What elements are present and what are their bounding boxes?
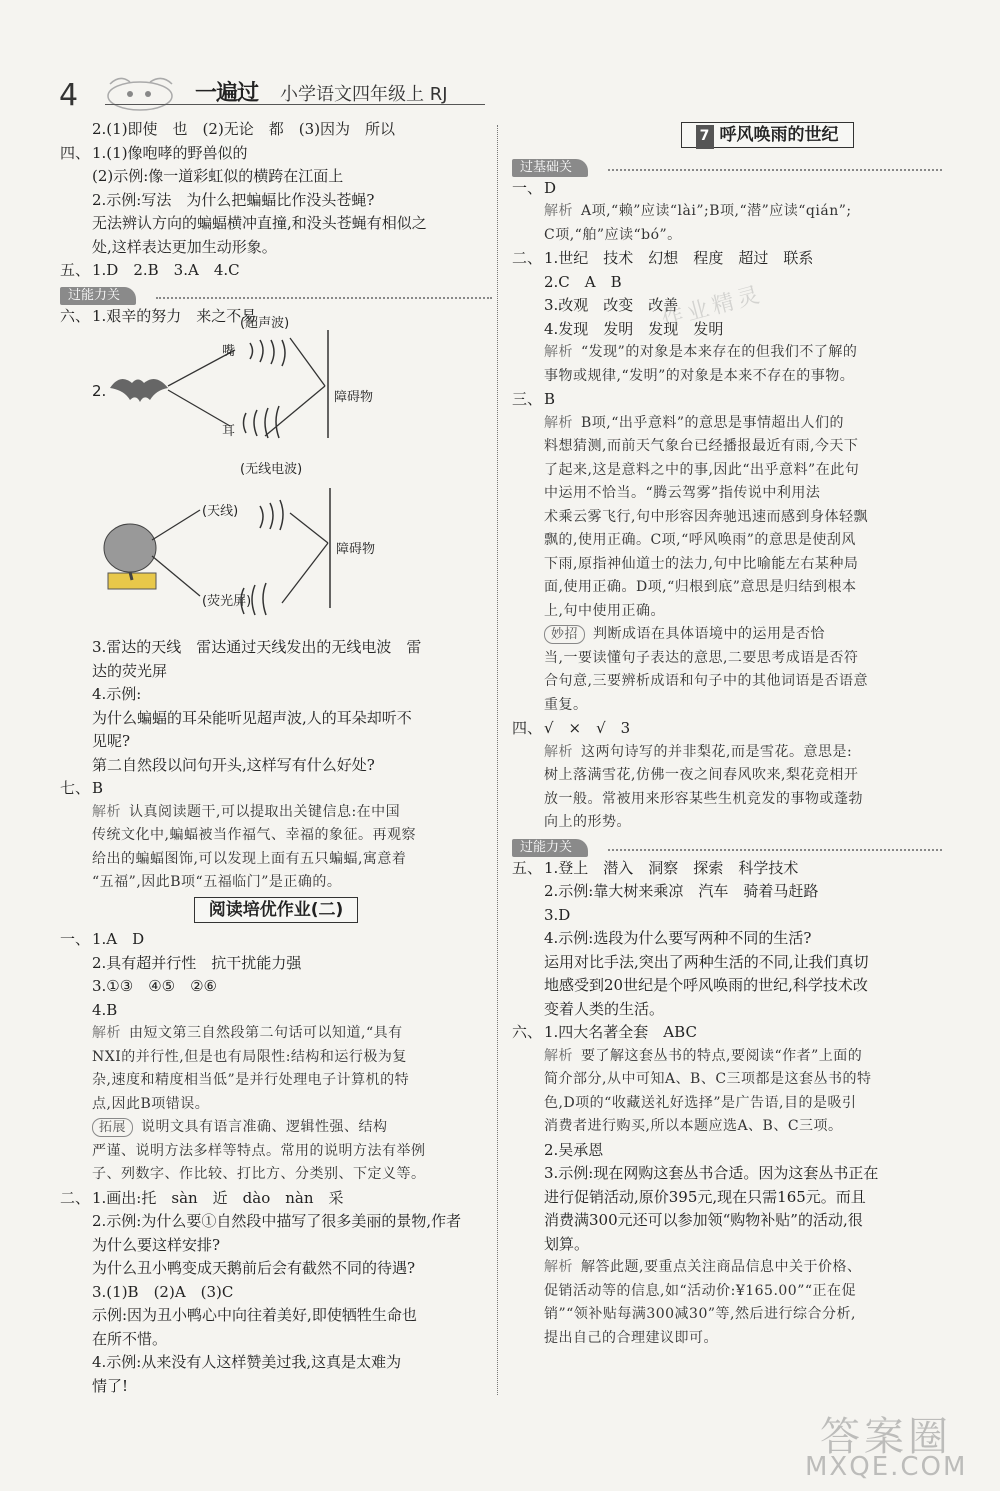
answer-text: 2.C A B	[544, 272, 622, 291]
radio-wave-label: (无线电波)	[240, 462, 303, 477]
analysis-text: 杂,速度和精度相当低”是并行处理电子计算机的特	[92, 1072, 410, 1088]
analysis-block: 解析 由短文第三自然段第二句话可以知道,“具有 NXI的并行性,但是也有局限性:结构和运行极为复 杂,速度和精度相当低”是并行处理电子计算机的特 点,因此B项错误。	[92, 1025, 410, 1112]
answer-line	[60, 777, 492, 801]
answer-text: 2.吴承恩	[544, 1140, 604, 1159]
analysis-block: 解析 B项,“出乎意料”的意思是事情超出人们的 料想猜测,而前天气象台已经播报最近有雨,今天下 了起来,这是意料之中的事,因此“出乎意料”在此句 中运用不恰当。“腾云驾雾”指传说中利用法 术乘云雾飞行,句中形容因奔驰迅速而感到身体轻飘 飘的,使用正确。C项,“呼风唤雨”的意思是使刮风 下雨,原指神仙道士的法力,句中比喻能左右某种局 面,使用正确。D项,“归根到底”意思是归结到根本 上,句中使用正确。	[544, 414, 868, 619]
analysis-text: 飘的,使用正确。C项,“呼风唤雨”的意思是使刮风	[544, 532, 856, 548]
analysis-text: “五福”,因此B项“五福临门”是正确的。	[92, 874, 342, 890]
lesson-number: 7	[696, 125, 714, 149]
section-number: 三、	[512, 390, 543, 408]
answer-text: 3.①③ ④⑤ ②⑥	[92, 977, 217, 995]
analysis-text: 促销活动等的信息,如“活动价:¥165.00”“正在促	[544, 1282, 857, 1299]
antenna-label: (天线)	[202, 504, 239, 519]
answer-line	[512, 1162, 942, 1186]
analysis-block: 解析 解答此题,要重点关注商品信息中关于价格、 促销活动等的信息,如“活动价:¥165.00”“正在促 销”“领补贴每满300减30”等,然后进行综合分析, 提出自己的合理建议即可。	[544, 1259, 862, 1346]
answer-line	[512, 177, 942, 201]
item-number: 2.	[92, 382, 107, 400]
answer-line	[512, 857, 942, 881]
answer-text: 情了!	[92, 1376, 129, 1395]
answer-line	[60, 1187, 492, 1211]
page-number: 4	[59, 78, 79, 113]
answer-text: B	[92, 779, 104, 797]
answer-text: 示例:因为丑小鸭心中向往着美好,即使牺牲生命也	[92, 1306, 417, 1324]
analysis-text: 这两句诗写的并非梨花,而是雪花。意思是:	[581, 743, 853, 760]
answer-line	[512, 951, 942, 975]
left-column	[60, 118, 492, 1398]
watermark-url: MXQE.COM	[805, 1452, 968, 1482]
mouth-label: 嘴	[222, 344, 236, 359]
answer-line	[60, 1234, 492, 1258]
answer-text: 处,这样表达更加生动形象。	[92, 237, 277, 256]
tip-badge: 拓展	[92, 1118, 133, 1137]
section-number: 二、	[60, 1188, 91, 1207]
obstacle-label-2: 障碍物	[336, 542, 376, 557]
lesson-title: 7 呼风唤雨的世纪	[592, 124, 942, 149]
analysis-text: 消费者进行购买,所以本题应选A、B、C三项。	[544, 1118, 843, 1134]
answer-line	[512, 318, 942, 342]
answer-text: 4.发现 发明 发现 发明	[544, 319, 724, 338]
answer-line	[60, 165, 492, 189]
analysis-text: B项,“出乎意料”的意思是事情超出人们的	[581, 414, 845, 431]
analysis-text: 向上的形势。	[544, 814, 631, 830]
answer-line	[512, 247, 942, 271]
header-rule	[105, 104, 485, 105]
radar-dish-icon	[104, 524, 156, 589]
section-title: 阅读培优作业(二)	[60, 899, 492, 923]
watermark-bottom: 答案圈	[820, 1414, 952, 1460]
answer-text: 2.具有超并行性 抗干扰能力强	[92, 953, 302, 972]
answer-line	[60, 212, 492, 236]
analysis-text: 给出的蝙蝠图饰,可以发现上面有五只蝙蝠,寓意着	[92, 850, 407, 867]
bat-icon	[110, 379, 168, 402]
tip-block	[60, 1116, 492, 1187]
answer-line	[60, 1257, 492, 1281]
answer-line	[60, 928, 492, 952]
answer-text: 1.艰辛的努力 来之不易	[92, 306, 257, 325]
answer-text: 2.(1)即使 也 (2)无论 都 (3)因为 所以	[92, 120, 396, 138]
analysis-block: 解析 这两句诗写的并非梨花,而是雪花。意思是: 树上落满雪花,仿佛一夜之间春风吹来,梨花竞相开 放一般。常被用来形容某些生机竞发的事物或蓬勃 向上的形势。	[544, 743, 863, 830]
section-number: 一、	[512, 178, 543, 197]
analysis-text: 子、列数字、作比较、打比方、分类别、下定义等。	[92, 1166, 426, 1182]
bat-radar-diagram	[60, 316, 492, 698]
answer-text: 3.改观 改变 改善	[544, 296, 679, 314]
answer-text: 2.示例:靠大树来乘凉 汽车 骑着马赶路	[544, 882, 819, 900]
book-title: 小学语文四年级上 RJ	[280, 84, 448, 105]
analysis-text: 放一般。常被用来形容某些生机竞发的事物或蓬勃	[544, 790, 863, 807]
section-number: 四、	[60, 143, 91, 162]
answer-line	[60, 1210, 492, 1234]
answer-text: 为什么蝙蝠的耳朵能听见超声波,人的耳朵却听不	[92, 708, 412, 727]
answer-line	[512, 1209, 942, 1233]
analysis-text: A项,“赖”应读“lài”;B项,“潜”应读“qián”;	[581, 203, 852, 219]
answer-line	[512, 927, 942, 951]
analysis-text: 下雨,原指神仙道士的法力,句中比喻能左右某种局	[544, 555, 859, 572]
obstacle-label-1: 障碍物	[334, 390, 374, 405]
answer-line	[60, 142, 492, 166]
analysis-text: 上,句中使用正确。	[544, 602, 665, 619]
answer-line	[512, 388, 942, 412]
section-number: 二、	[512, 249, 543, 267]
analysis-text: 由短文第三自然段第二句话可以知道,“具有	[129, 1025, 403, 1041]
answer-line	[60, 1328, 492, 1352]
answer-line	[60, 1375, 492, 1399]
watermark-stamp: 作业精灵	[659, 281, 766, 333]
answer-text: 无法辨认方向的蝙蝠横冲直撞,和没头苍蝇有相似之	[92, 214, 427, 232]
answer-line	[60, 975, 492, 999]
answer-line	[60, 754, 492, 778]
ear-label: 耳	[222, 424, 236, 439]
answer-text: 1.世纪 技术 幻想 程度 超过 联系	[544, 249, 814, 267]
answer-text: 4.示例:选段为什么要写两种不同的生活?	[544, 929, 812, 947]
diagram-svg	[60, 328, 492, 698]
answer-text: 地感受到20世纪是个呼风唤雨的世纪,科学技术改	[544, 976, 868, 994]
analysis-text: 重复。	[544, 696, 588, 713]
answer-text: 在所不惜。	[92, 1329, 168, 1348]
analysis-text: NXI的并行性,但是也有局限性:结构和运行极为复	[92, 1048, 407, 1065]
analysis-text: 认真阅读题干,可以提取出关键信息:在中国	[129, 803, 401, 820]
analysis-text: “发现”的对象是本来存在的但我们不了解的	[581, 344, 858, 360]
answer-text: 1.D 2.B 3.A 4.C	[92, 261, 240, 279]
answer-text: 1.画出:托 sàn 近 dào nàn 采	[92, 1188, 344, 1207]
answer-text: D	[544, 178, 557, 197]
analysis-text: 传统文化中,蝙蝠被当作福气、幸福的象征。再观察	[92, 827, 416, 843]
answer-line	[512, 974, 942, 998]
answer-line	[60, 1281, 492, 1305]
answer-line	[60, 707, 492, 731]
answer-line	[512, 880, 942, 904]
answer-text: 1.登上 潜入 洞察 探索 科学技术	[544, 858, 799, 877]
answer-text: 为什么丑小鸭变成天鹅前后会有截然不同的待遇?	[92, 1259, 416, 1277]
answer-text: √ × √ 3	[544, 719, 631, 737]
answer-line	[60, 1304, 492, 1328]
section-number: 六、	[60, 306, 91, 325]
answer-line	[60, 236, 492, 260]
answer-line	[60, 730, 492, 754]
analysis-text: 严谨、说明方法多样等特点。常用的说明方法有举例	[92, 1142, 426, 1159]
answer-line	[60, 189, 492, 213]
section-banner: 过能力关	[60, 283, 492, 305]
analysis-text: 说明文具有语言准确、逻辑性强、结构	[141, 1119, 388, 1135]
analysis-block: 解析 A项,“赖”应读“lài”;B项,“潜”应读“qián”; C项,“舶”应读“bó”。	[544, 203, 852, 243]
answer-line	[512, 1139, 942, 1163]
section-number: 七、	[60, 779, 91, 797]
analysis-text: 点,因此B项错误。	[92, 1095, 210, 1112]
answer-text: 4.示例:从来没有人这样赞美过我,这真是太难为	[92, 1353, 402, 1371]
analysis-text: 销”“领补贴每满300减30”等,然后进行综合分析,	[544, 1306, 856, 1322]
answer-text: 3.雷达的天线 雷达通过天线发出的无线电波 雷	[92, 638, 422, 656]
analysis-text: C项,“舶”应读“bó”。	[544, 226, 682, 243]
analysis-text: 当,一要读懂句子表达的意思,二要思考成语是否符	[544, 649, 859, 666]
section-banner: 过基础关	[512, 155, 942, 177]
page-header	[55, 62, 485, 122]
answer-text: B	[544, 390, 556, 408]
answer-text: 4.示例:	[92, 685, 142, 703]
analysis-text: 色,D项的“收藏送礼好选择”是广告语,目的是吸引	[544, 1094, 857, 1111]
answer-text: 达的荧光屏	[92, 661, 168, 680]
answer-line	[512, 717, 942, 741]
answer-text: 运用对比手法,突出了两种生活的不同,让我们真切	[544, 952, 869, 971]
section-number: 六、	[512, 1023, 543, 1041]
answer-text: 3.(1)B (2)A (3)C	[92, 1282, 234, 1301]
answer-line	[512, 1021, 942, 1045]
answer-text: 第二自然段以问句开头,这样写有什么好处?	[92, 755, 375, 774]
analysis-text: 中运用不恰当。“腾云驾雾”指传说中利用法	[544, 485, 821, 501]
column-divider	[497, 125, 498, 1395]
answer-line	[60, 952, 492, 976]
analysis-text: 解答此题,要重点关注商品信息中关于价格、	[581, 1259, 862, 1275]
analysis-block: 解析 要了解这套丛书的特点,要阅读“作者”上面的 简介部分,从中可知A、B、C三项都是这套丛书的特 色,D项的“收藏送礼好选择”是广告语,目的是吸引 消费者进行购买,所以本题应选A、B、C三项。	[544, 1047, 872, 1134]
answer-line	[60, 259, 492, 283]
answer-line	[512, 998, 942, 1022]
answer-line	[60, 999, 492, 1023]
section-number: 五、	[512, 858, 543, 877]
section-banner: 过能力关	[512, 835, 942, 857]
answer-line	[60, 118, 492, 142]
analysis-text: 提出自己的合理建议即可。	[544, 1329, 718, 1346]
answer-text: 消费满300元还可以参加领“购物补贴”的活动,很	[544, 1211, 863, 1229]
answer-text: 2.示例:为什么要①自然段中描写了很多美丽的景物,作者	[92, 1212, 462, 1230]
answer-line	[60, 1351, 492, 1375]
ultrasound-label: (超声波)	[240, 316, 290, 331]
screen-label: (荧光屏)	[202, 594, 252, 609]
answer-text: 2.示例:写法 为什么把蝙蝠比作没头苍蝇?	[92, 190, 375, 209]
answer-text: 进行促销活动,原价395元,现在只需165元。而且	[544, 1187, 866, 1206]
analysis-text: 了起来,这是意料之中的事,因此“出乎意料”在此句	[544, 461, 860, 478]
answer-text: 4.B	[92, 1000, 118, 1019]
analysis-block: 解析 认真阅读题干,可以提取出关键信息:在中国 传统文化中,蝙蝠被当作福气、幸福的象征。再观察 给出的蝙蝠图饰,可以发现上面有五只蝙蝠,寓意着 “五福”,因此B项“五福临门”是正确的。	[92, 803, 416, 890]
analysis-text: 事物或规律,“发明”的对象是本来不存在的事物。	[544, 367, 855, 384]
analysis-text: 要了解这套丛书的特点,要阅读“作者”上面的	[581, 1047, 863, 1064]
answer-text: 3.示例:现在网购这套丛书合适。因为这套丛书正在	[544, 1164, 879, 1182]
answer-text: 1.A D	[92, 930, 145, 948]
analysis-text: 树上落满雪花,仿佛一夜之间春风吹来,梨花竞相开	[544, 767, 859, 783]
analysis-text: 合句意,三要辨析成语和句子中的其他词语是否语意	[544, 673, 868, 689]
analysis-text: 料想猜测,而前天气象台已经播报最近有雨,今天下	[544, 438, 859, 454]
tip-badge: 妙招	[544, 625, 585, 644]
brand-logo: 一遍过	[195, 81, 259, 106]
analysis-block: 解析 “发现”的对象是本来存在的但我们不了解的 事物或规律,“发明”的对象是本来不存在的事物。	[544, 344, 858, 384]
answer-line	[512, 1186, 942, 1210]
analysis-text: 简介部分,从中可知A、B、C三项都是这套丛书的特	[544, 1071, 872, 1087]
answer-text: 1.四大名著全套 ABC	[544, 1023, 697, 1041]
answer-line	[512, 904, 942, 928]
answer-text: 为什么要这样安排?	[92, 1235, 221, 1254]
analysis-text: 术乘云雾飞行,句中形容因奔驰迅速而感到身体轻飘	[544, 508, 868, 525]
section-number: 一、	[60, 930, 91, 948]
answer-text: 3.D	[544, 905, 571, 924]
answer-text: 划算。	[544, 1234, 590, 1253]
analysis-text: 面,使用正确。D项,“归根到底”意思是归结到根本	[544, 579, 857, 595]
answer-line	[512, 1233, 942, 1257]
answer-text: (2)示例:像一道彩虹似的横跨在江面上	[92, 167, 344, 185]
section-number: 四、	[512, 719, 543, 737]
answer-text: 变着人类的生活。	[544, 999, 665, 1018]
answer-text: 见呢?	[92, 732, 131, 750]
answer-text: 1.(1)像咆哮的野兽似的	[92, 143, 248, 162]
tip-block	[512, 623, 942, 717]
section-number: 五、	[60, 261, 91, 279]
analysis-text: 判断成语在具体语境中的运用是否恰	[593, 626, 826, 642]
